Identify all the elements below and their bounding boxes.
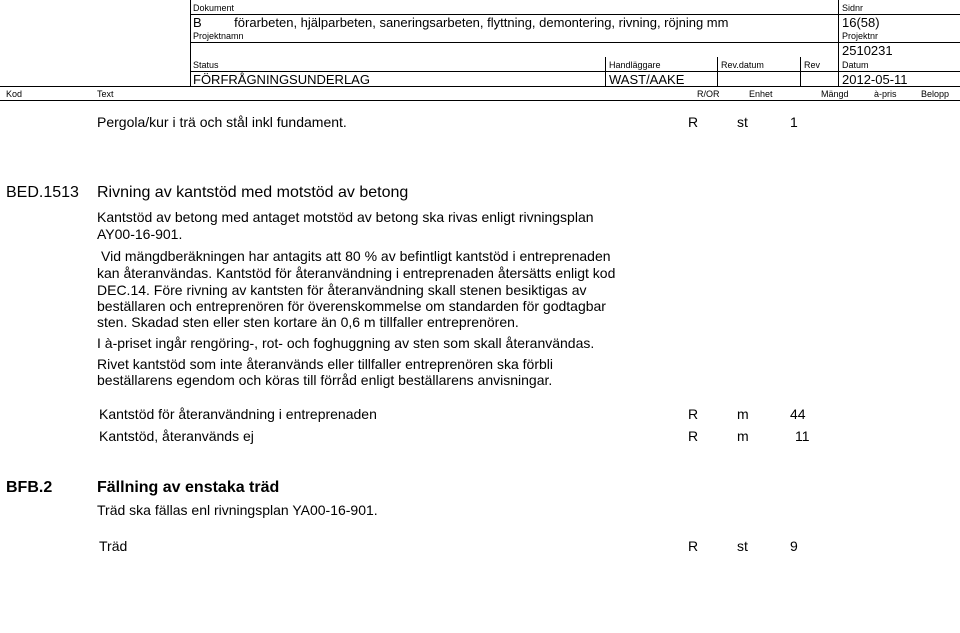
bed1513-item-ror: R bbox=[688, 428, 699, 444]
projektnr-label: Projektnr bbox=[842, 31, 879, 41]
header-divider bbox=[838, 0, 839, 87]
bed1513-title: Rivning av kantstöd med motstöd av betong bbox=[97, 184, 409, 201]
col-belopp: Belopp bbox=[921, 89, 950, 99]
projektnr-value: 2510231 bbox=[842, 43, 893, 58]
handlaggare-label: Handläggare bbox=[609, 60, 661, 70]
bed1513-line: Rivet kantstöd som inte återanvänds eller tillfaller entreprenören ska förbli bbox=[97, 356, 554, 372]
bed1513-line: beställarens egendom och köras till förråd enligt beställarens anvisningar. bbox=[97, 372, 553, 388]
bed1513-item-text: Kantstöd, återanvänds ej bbox=[99, 428, 254, 444]
bed1513-line: kan återanvändas. Kantstöd för återanvändning i entreprenaden återsätts enligt kod bbox=[97, 265, 616, 281]
sidnr-value: 16(58) bbox=[842, 15, 880, 30]
pergola-mangd: 1 bbox=[790, 114, 798, 130]
dokument-label: Dokument bbox=[193, 3, 235, 13]
col-apris: à-pris bbox=[874, 89, 897, 99]
col-text: Text bbox=[97, 89, 114, 99]
header-rule bbox=[0, 86, 960, 87]
bed1513-line: DEC.14. Före rivning av kantsten för återanvändning skall stenen besiktigas av bbox=[97, 282, 587, 298]
bed1513-line: AY00-16-901. bbox=[97, 226, 183, 242]
bed1513-line: sten. Skadad sten eller sten kortare än 0,6 m tillfaller entreprenören. bbox=[97, 314, 519, 330]
status-label: Status bbox=[193, 60, 219, 70]
bfb2-title: Fällning av enstaka träd bbox=[97, 479, 280, 496]
bed1513-code: BED.1513 bbox=[6, 184, 79, 201]
header-divider bbox=[605, 57, 606, 87]
bfb2-item-text: Träd bbox=[99, 538, 128, 554]
col-enhet: Enhet bbox=[749, 89, 773, 99]
datum-label: Datum bbox=[842, 60, 869, 70]
col-mangd: Mängd bbox=[821, 89, 849, 99]
bed1513-item-text: Kantstöd för återanvändning i entreprenaden bbox=[99, 406, 377, 422]
projektnamn-label: Projektnamn bbox=[193, 31, 244, 41]
revdatum-label: Rev.datum bbox=[721, 60, 764, 70]
datum-value: 2012-05-11 bbox=[842, 72, 908, 87]
bfb2-item-enhet: st bbox=[737, 538, 748, 554]
status-value: FÖRFRÅGNINGSUNDERLAG bbox=[193, 72, 370, 87]
pergola-ror: R bbox=[688, 114, 699, 130]
pergola-enhet: st bbox=[737, 114, 748, 130]
bed1513-item-ror: R bbox=[688, 406, 699, 422]
bed1513-item-mangd: 44 bbox=[790, 406, 806, 422]
bed1513-line: Kantstöd av betong med antaget motstöd av betong ska rivas enligt rivningsplan bbox=[97, 209, 594, 225]
bed1513-item-enhet: m bbox=[737, 406, 749, 422]
dokument-value: B förarbeten, hjälparbeten, saneringsarbeten, flyttning, demontering, rivning, röjning mm bbox=[193, 15, 729, 30]
document-header bbox=[0, 0, 960, 100]
bed1513-item-enhet: m bbox=[737, 428, 749, 444]
handlaggare-value: WAST/AAKE bbox=[609, 72, 685, 87]
bfb2-item-mangd: 9 bbox=[790, 538, 798, 554]
sidnr-label: Sidnr bbox=[842, 3, 864, 13]
bfb2-line: Träd ska fällas enl rivningsplan YA00-16-901. bbox=[97, 502, 378, 518]
header-divider bbox=[800, 57, 801, 87]
bed1513-line: beställaren och entreprenören för överenskommelse om standarden för godtagbar bbox=[97, 298, 606, 314]
header-divider bbox=[190, 0, 191, 87]
col-ror: R/OR bbox=[697, 89, 720, 99]
header-rule bbox=[0, 100, 960, 101]
header-divider bbox=[717, 57, 718, 87]
bed1513-item-mangd: 11 bbox=[795, 428, 810, 444]
rev-label: Rev bbox=[804, 60, 821, 70]
bed1513-line: I à-priset ingår rengöring-, rot- och foghuggning av sten som skall återanvändas. bbox=[97, 335, 595, 351]
bed1513-line: Vid mängdberäkningen har antagits att 80 % av befintligt kantstöd i entreprenaden bbox=[101, 248, 611, 264]
bfb2-code: BFB.2 bbox=[6, 479, 53, 496]
col-kod: Kod bbox=[6, 89, 23, 99]
bfb2-item-ror: R bbox=[688, 538, 699, 554]
pergola-text: Pergola/kur i trä och stål inkl fundament. bbox=[97, 114, 347, 130]
